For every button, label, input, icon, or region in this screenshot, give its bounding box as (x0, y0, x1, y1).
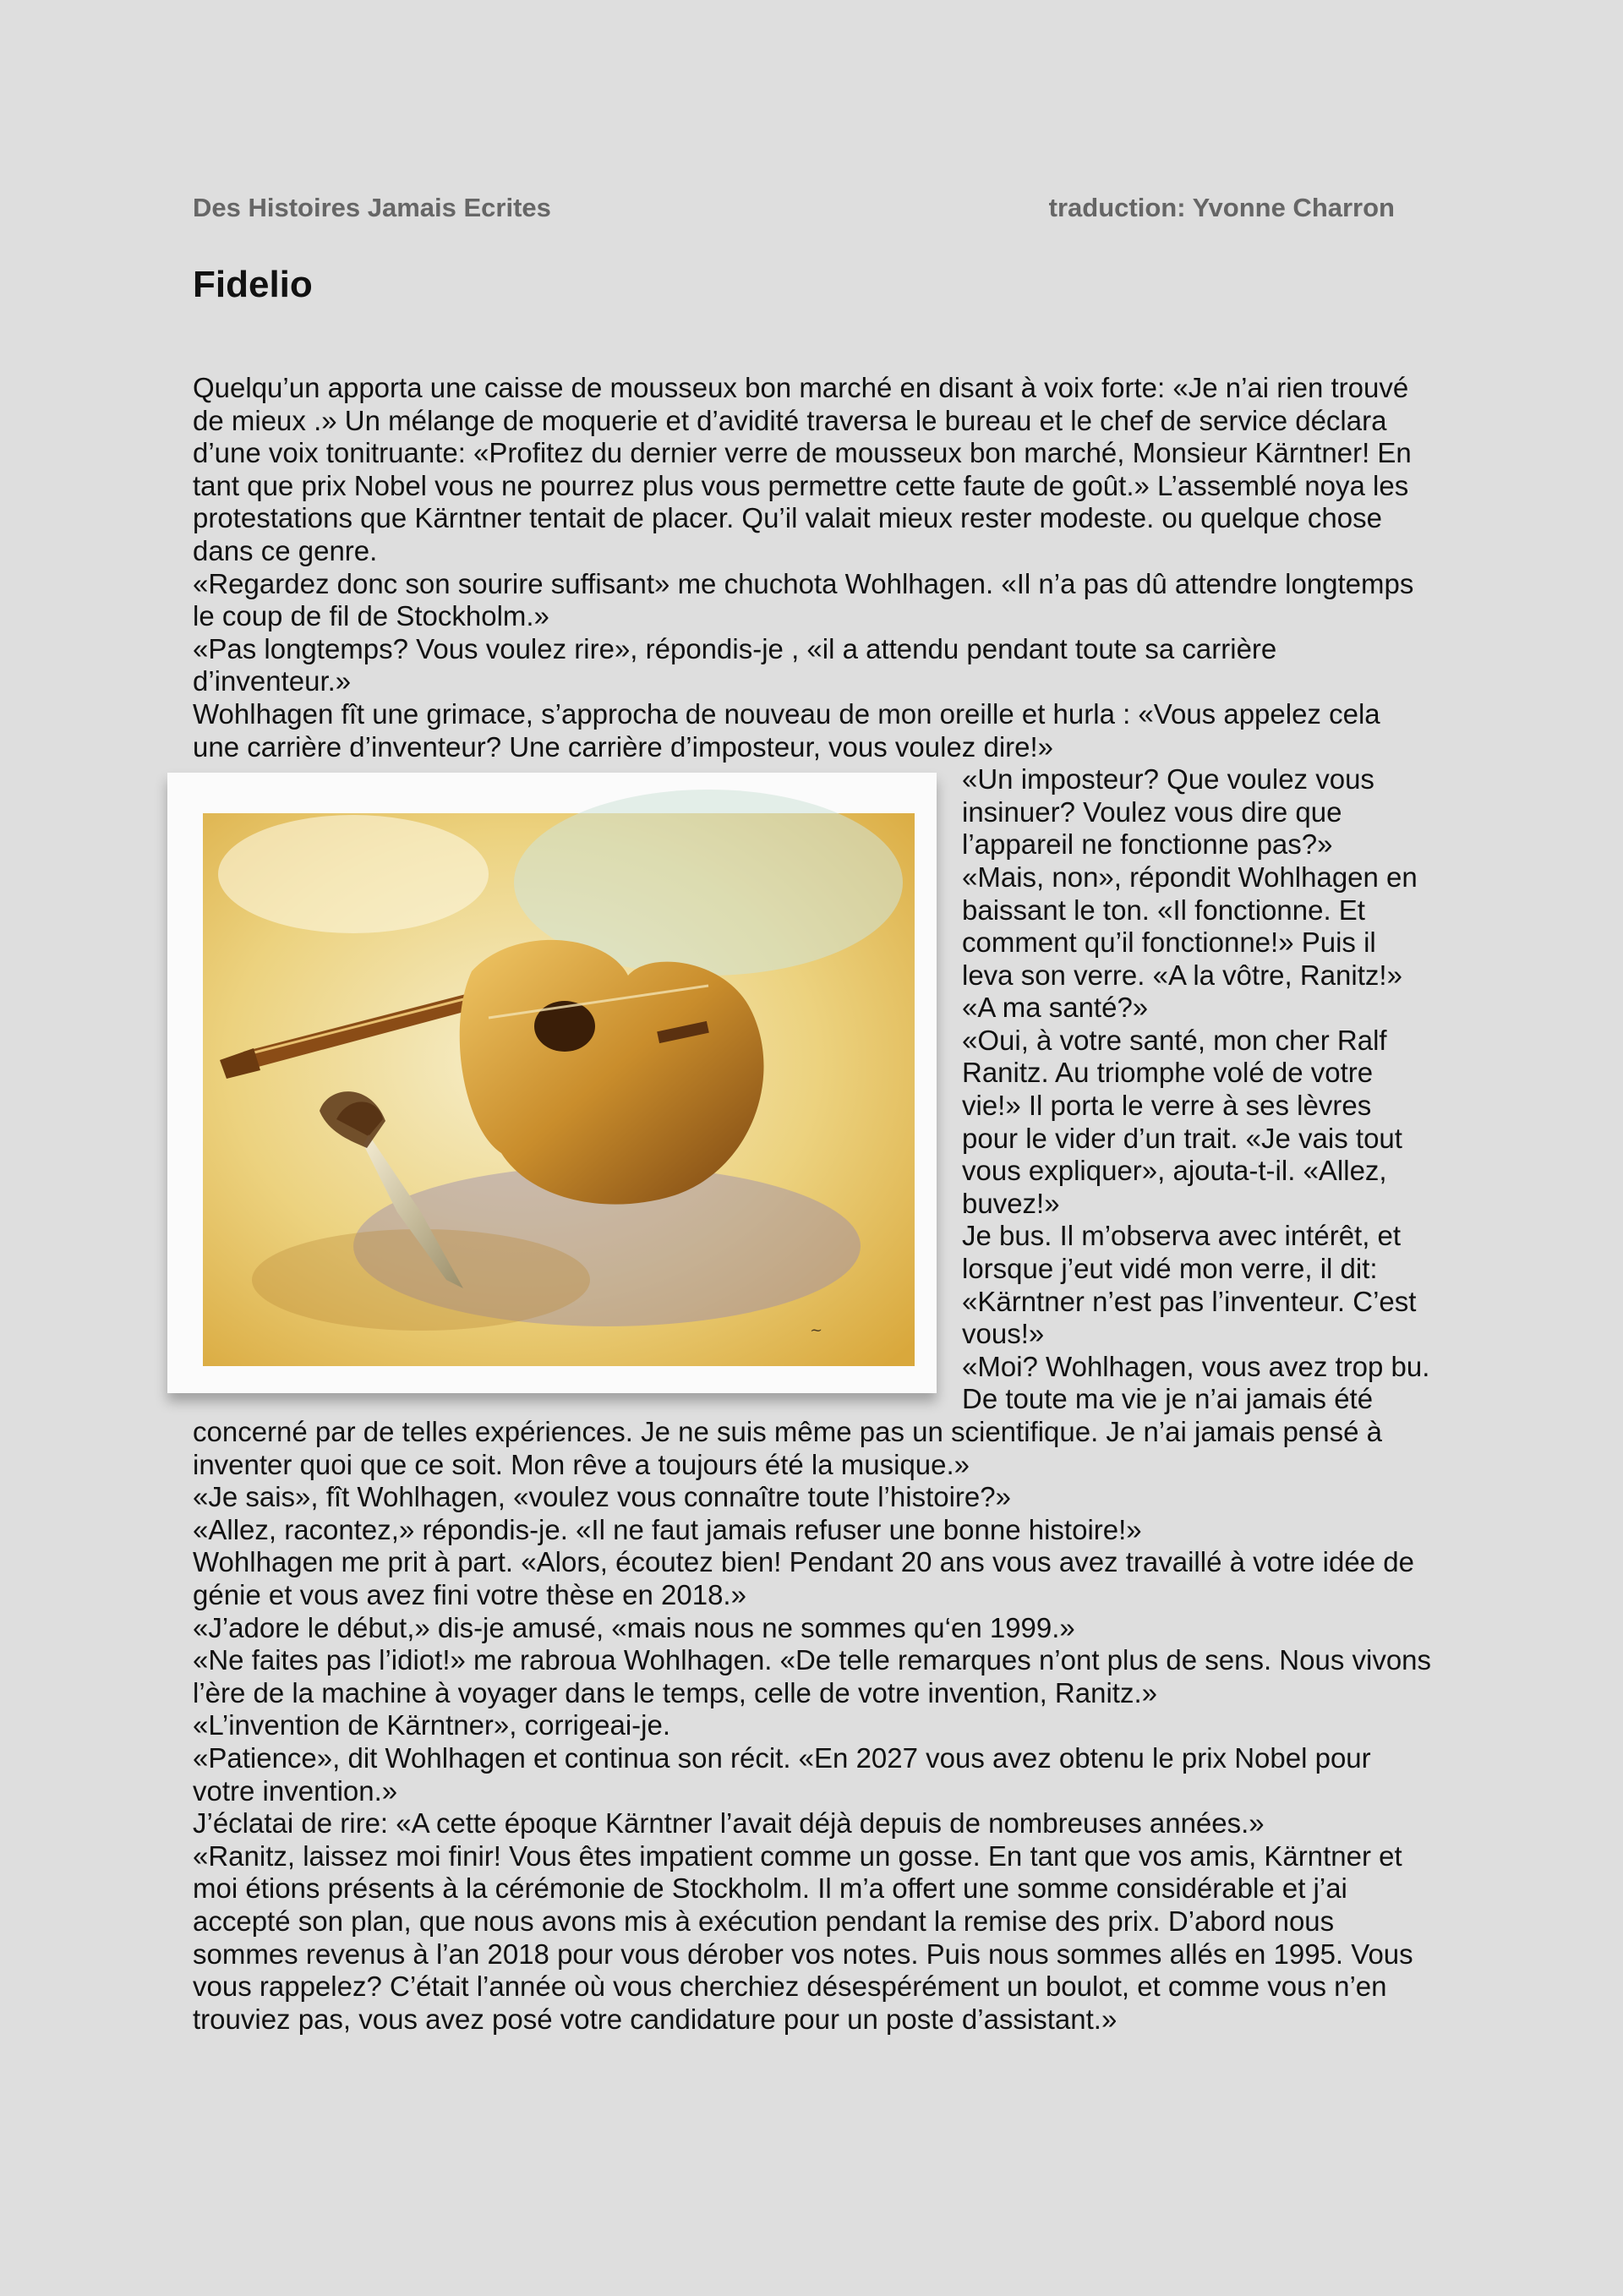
paragraph: «Un imposteur? Que voulez vous insinuer? Voulez vous dire que l’appareil ne fonctionne pas?» (962, 763, 1374, 861)
paragraph: Quelqu’un apporta une caisse de mousseux bon marché en disant à voix forte: «Je n’ai rien trouvé de mieux .» Un mélange de moquerie et d’avidité traversa le bureau et le chef de service déclara d’une voix tonitruante: «Profitez du dernier verre de mousseux bon marché, Monsieur Kärntner! En tant que prix Nobel vous ne pourrez plus vous permettre cette faute de goût.» L’assemblé noya les protestations que Kärntner tentait de placer. Qu’il valait mieux rester modeste. ou quelque chose dans ce genre. (193, 372, 1412, 566)
story-body (193, 372, 1432, 2036)
paragraph: «J’adore le début,» dis-je amusé, «mais nous ne sommes qu‘en 1999.» (193, 1611, 1075, 1643)
paragraph: Wohlhagen me prit à part. «Alors, écoutez bien! Pendant 20 ans vous avez travaillé à votre idée de génie et vous avez fini votre thèse en 2018.» (193, 1546, 1414, 1610)
story-title: Fidelio (193, 264, 313, 305)
paragraph: «Oui, à votre santé, mon cher Ralf Ranitz. Au triomphe volé de votre vie!» Il porta le verre à ses lèvres pour le vider d’un trait. «Je vais tout vous expliquer», ajouta-t-il. «Allez, buvez!» (962, 1024, 1402, 1219)
paragraph: «Pas longtemps? Vous voulez rire», répondis-je , «il a attendu pendant toute sa carrière d’inventeur.» (193, 632, 1277, 697)
paragraph: «Je sais», fît Wohlhagen, «voulez vous connaître toute l’histoire?» (193, 1481, 1011, 1513)
paragraph: «Moi? Wohlhagen, vous avez trop bu. De toute ma vie je n’ai jamais été concerné par de telles expériences. Je ne suis même pas un scientifique. Je n’ai jamais pensé à inventer quoi que ce soit. Mon rêve a toujours été la musique.» (193, 1350, 1430, 1480)
svg-text:~: ~ (810, 1321, 823, 1340)
paragraph: Wohlhagen fît une grimace, s’approcha de nouveau de mon oreille et hurla : «Vous appelez cela une carrière d’inventeur? Une carrière d’imposteur, vous voulez dire!» (193, 697, 1380, 763)
translator-credit: traduction: Yvonne Charron (1048, 193, 1395, 222)
guitar-watercolor-illustration (167, 773, 937, 1393)
paragraph: «Allez, racontez,» répondis-je. «Il ne faut jamais refuser une bonne histoire!» (193, 1513, 1142, 1545)
paragraph: «Ne faites pas l’idiot!» me rabroua Wohlhagen. «De telle remarques n’ont plus de sens. Nous vivons l’ère de la machine à voyager dans le temps, celle de votre invention, Ranitz.» (193, 1644, 1432, 1708)
series-title: Des Histoires Jamais Ecrites (193, 193, 551, 222)
paragraph: «Mais, non», répondit Wohlhagen en baissant le ton. «Il fonctionne. Et comment qu’il fonctionne!» Puis il leva son verre. «A la vôtre, Ranitz!» (962, 861, 1418, 991)
paragraph: «L’invention de Kärntner», corrigeai-je. (193, 1709, 671, 1741)
paragraph: «Patience», dit Wohlhagen et continua son récit. «En 2027 vous avez obtenu le prix Nobel pour votre invention.» (193, 1741, 1371, 1807)
watercolor-painting (167, 773, 937, 1393)
paragraph: J’éclatai de rire: «A cette époque Kärntner l’avait déjà depuis de nombreuses années.» (193, 1807, 1265, 1840)
paragraph: «Ranitz, laissez moi finir! Vous êtes impatient comme un gosse. En tant que vos amis, Kärntner et moi étions présents à la cérémonie de Stockholm. Il m’a offert une somme considérable et j’ai accepté son plan, que nous avons mis à exécution pendant la remise des prix. D’abord nous sommes revenus à l’an 2018 pour vous dérober vos notes. Puis nous sommes allés en 1995. Vous vous rappelez? C’était l’année où vous cherchiez désespérément un boulot, et comme vous n’en trouviez pas, vous avez posé votre candidature pour un poste d’assistant.» (193, 1840, 1413, 2035)
paragraph: «Regardez donc son sourire suffisant» me chuchota Wohlhagen. «Il n’a pas dû attendre longtemps le coup de fil de Stockholm.» (193, 567, 1414, 632)
paragraph: Je bus. Il m’observa avec intérêt, et lorsque j’eut vidé mon verre, il dit: «Kärntner n’est pas l’inventeur. C’est vous!» (962, 1220, 1417, 1350)
paragraph: «A ma santé?» (962, 992, 1149, 1024)
page-header (193, 193, 1395, 223)
